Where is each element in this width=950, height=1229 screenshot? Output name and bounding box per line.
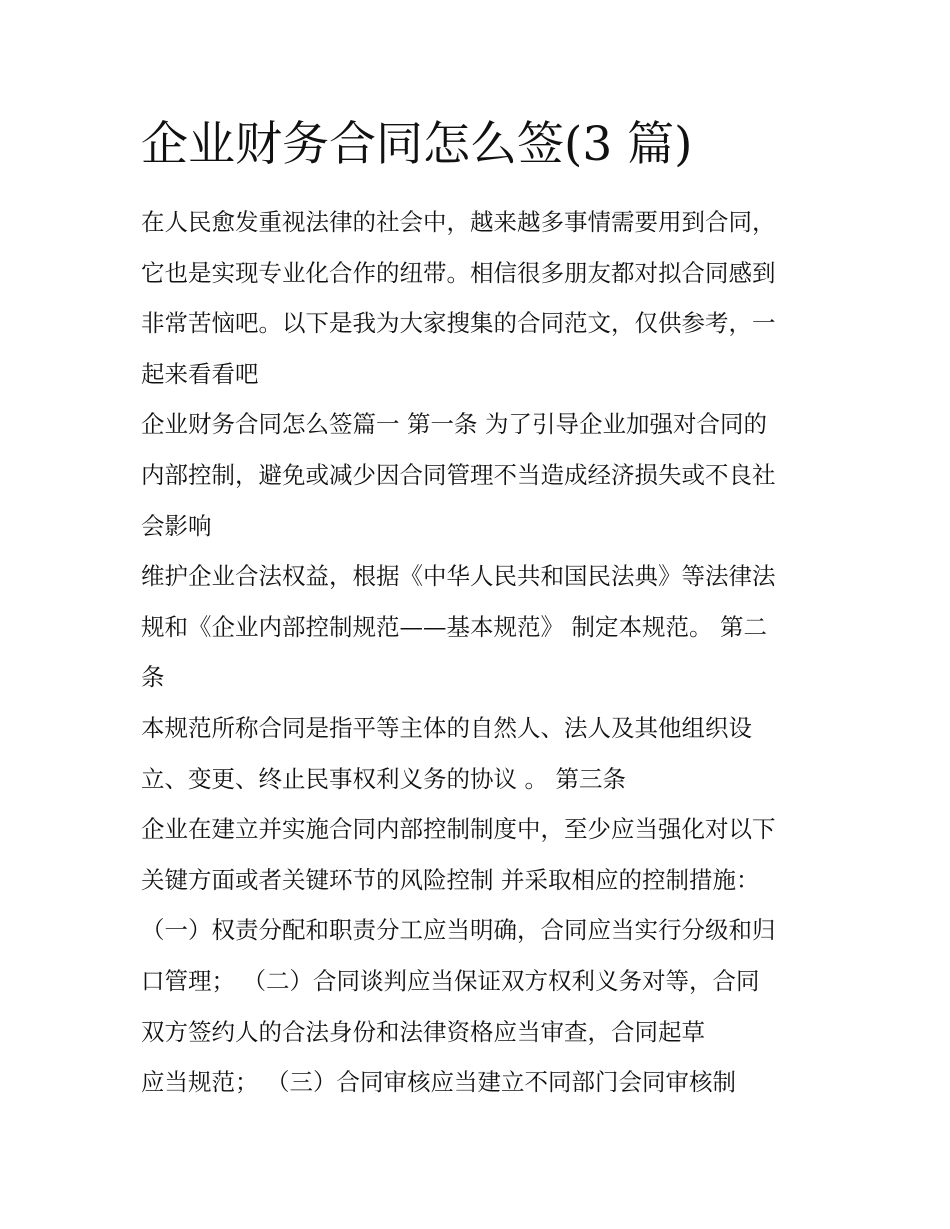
body-line: 维护企业合法权益，根据《中华人民共和国民法典》等法律法 [141,562,776,591]
body-line: 它也是实现专业化合作的纽带。相信很多朋友都对拟合同感到 [141,258,776,287]
body-line: 起来看看吧 [141,359,259,388]
document-body [141,197,821,1108]
document-title: 企业财务合同怎么签(3 篇) [141,117,693,172]
body-line: 双方签约人的合法身份和法律资格应当审查，合同起草 [141,1017,705,1046]
body-line: 应当规范； （三）合同审核应当建立不同部门会同审核制 [141,1068,736,1097]
body-line: 会影响 [141,511,212,540]
body-line: 在人民愈发重视法律的社会中，越来越多事情需要用到合同， [141,208,776,236]
body-line: 企业在建立并实施合同内部控制制度中，至少应当强化对以下 [141,815,776,844]
body-line: 规和《企业内部控制规范——基本规范》 制定本规范。 第二 [141,612,767,641]
body-line: 关键方面或者关键环节的风险控制 并采取相应的控制措施： [141,865,760,894]
body-line: 条 [141,663,165,692]
body-line: 本规范所称合同是指平等主体的自然人、法人及其他组织设 [141,713,752,742]
body-line: 立、变更、终止民事权利义务的协议 。 第三条 [141,764,626,793]
body-line: （一）权责分配和职责分工应当明确，合同应当实行分级和归 [141,916,776,945]
body-line: 企业财务合同怎么签篇一 第一条 为了引导企业加强对合同的 [141,410,767,439]
body-line: 内部控制，避免或减少因合同管理不当造成经济损失或不良社 [141,460,776,489]
body-line: 非常苦恼吧。以下是我为大家搜集的合同范文，仅供参考，一 [141,309,776,338]
body-line: 口管理； （二）合同谈判应当保证双方权利义务对等，合同 [141,966,760,995]
